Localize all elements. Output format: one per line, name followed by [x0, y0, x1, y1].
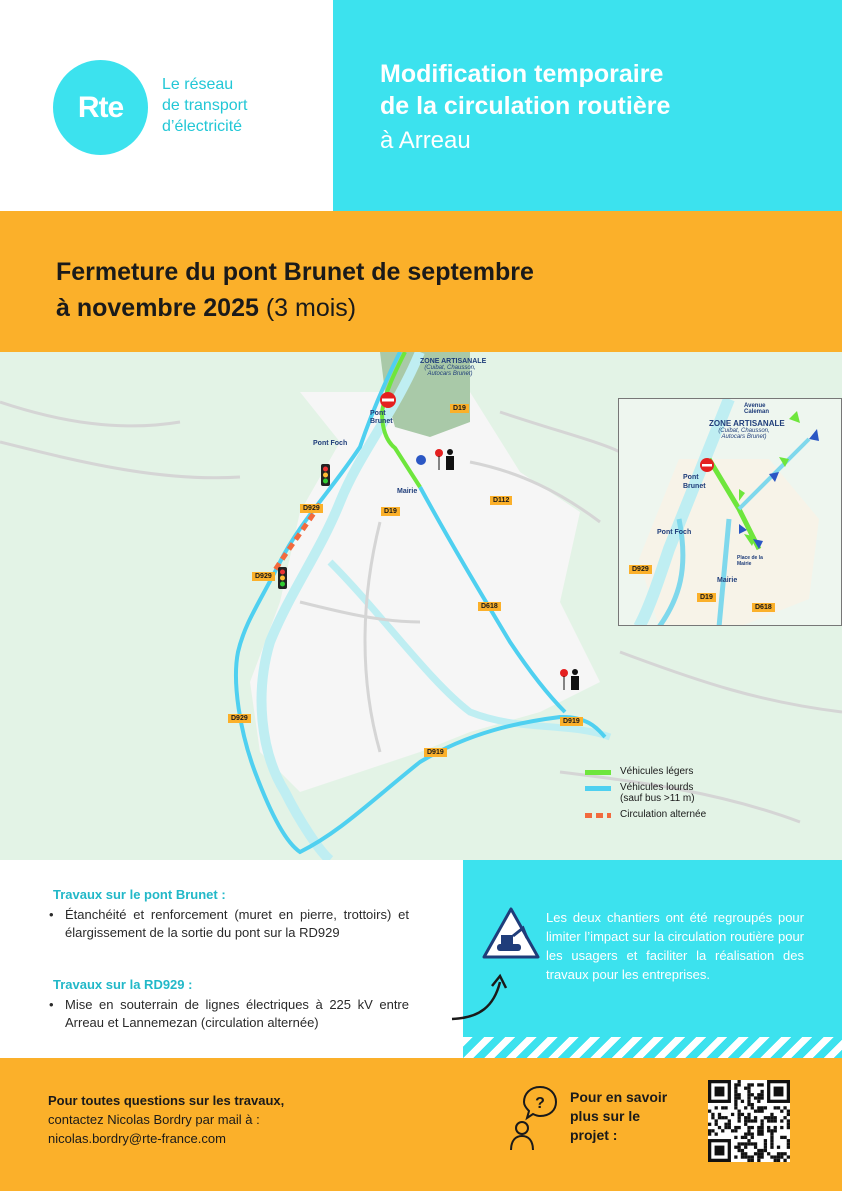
svg-text:?: ?	[535, 1095, 545, 1112]
inset-pont-foch: Pont Foch	[657, 529, 692, 536]
road-d929-label-3: D929	[228, 714, 251, 723]
traffic-light-icon-2	[278, 567, 287, 589]
works-heading-rd929: Travaux sur la RD929 :	[53, 977, 193, 992]
no-parking-icon	[416, 455, 426, 465]
logo-line-1: Le réseau	[162, 76, 234, 93]
inset-road-d19: D19	[697, 593, 716, 602]
closure-headline	[56, 254, 534, 326]
page-title	[380, 58, 670, 122]
road-d19-label-2: D19	[381, 507, 400, 516]
header-logo-panel	[0, 0, 333, 211]
inset-map	[618, 398, 842, 626]
closure-band	[0, 211, 842, 352]
info-panel	[463, 860, 842, 1058]
legend-light-vehicles: Véhicules légers	[585, 766, 706, 777]
page-subtitle: à Arreau	[380, 127, 471, 154]
detour-map	[0, 352, 842, 860]
road-d112-label: D112	[490, 496, 512, 505]
works-item-rd929: • Mise en souterrain de lignes électriques à 225 kV entre Arreau et Lannemezan (circulation alternée)	[49, 996, 409, 1032]
traffic-light-icon	[321, 464, 330, 486]
logo-line-2: de transport	[162, 97, 248, 114]
contact-block	[48, 1091, 284, 1148]
qr-code[interactable]	[708, 1080, 790, 1162]
no-entry-sign-icon	[380, 392, 396, 408]
rte-logo-text	[162, 74, 247, 137]
inset-road-d618: D618	[752, 603, 775, 612]
closure-duration: (3 mois)	[258, 294, 357, 322]
road-d929-label-2: D929	[252, 572, 275, 581]
urban-area	[250, 392, 600, 792]
curved-arrow-icon	[450, 972, 510, 1022]
excavator-warning-icon	[481, 906, 541, 962]
works-section	[0, 860, 463, 1058]
closure-line-1: Fermeture du pont Brunet de septembre	[56, 258, 534, 286]
mairie-label: Mairie	[397, 488, 418, 495]
map-legend	[585, 766, 706, 825]
works-heading-bridge: Travaux sur le pont Brunet :	[53, 887, 226, 902]
closure-dates: à novembre 2025	[56, 294, 259, 322]
inset-zone-label: ZONE ARTISANALE (Cuibat, Chausson, Autocars Brunet)	[709, 419, 785, 440]
legend-heavy-swatch	[585, 786, 611, 791]
decorative-stripes	[463, 1037, 842, 1058]
logo-line-3: d’électricité	[162, 118, 243, 135]
more-info-label: Pour en savoir plus sur le projet :	[570, 1089, 668, 1143]
road-d919-label-2: D919	[424, 748, 447, 757]
inset-mairie: Mairie	[717, 577, 738, 584]
inset-place-mairie: Place de la Mairie	[737, 555, 763, 567]
legend-alternate-swatch	[585, 813, 611, 818]
header-title-panel	[333, 0, 842, 211]
title-line-1: Modification temporaire	[380, 60, 664, 88]
rte-logo: Rte	[53, 60, 148, 155]
pont-foch-label: Pont Foch	[313, 440, 348, 447]
inset-avenue-caleman: Avenue Caleman	[744, 403, 770, 415]
road-d929-label: D929	[300, 504, 323, 513]
pont-brunet-label: Pont Brunet	[370, 410, 393, 425]
works-list-bridge	[49, 906, 409, 942]
works-list-rd929	[49, 996, 409, 1032]
footer	[0, 1058, 842, 1191]
contact-line: contactez Nicolas Bordry par mail à :	[48, 1112, 260, 1127]
road-d618-label: D618	[478, 602, 501, 611]
zone-artisanale-label: ZONE ARTISANALE (Cuibat, Chausson, Autocars Brunet)	[420, 358, 487, 377]
legend-light-swatch	[585, 770, 611, 775]
info-text: Les deux chantiers ont été regroupés pour limiter l’impact sur la circulation routière pour les usagers et faciliter la réalisation des travaux pour les entreprises.	[546, 910, 804, 982]
question-person-icon	[508, 1084, 558, 1154]
works-item-bridge: • Étanchéité et renforcement (muret en pierre, trottoirs) et élargissement de la sortie du pont sur la RD929	[49, 906, 409, 942]
road-d19-label: D19	[450, 404, 469, 413]
legend-alternate-traffic: Circulation alternée	[585, 809, 706, 820]
title-line-2: de la circulation routière	[380, 92, 671, 120]
contact-email-link[interactable]: nicolas.bordry@rte-france.com	[48, 1131, 226, 1146]
road-d919-label: D919	[560, 717, 583, 726]
legend-heavy-vehicles: Véhicules lourds (sauf bus >11 m)	[585, 782, 706, 804]
inset-road-d929: D929	[629, 565, 652, 574]
contact-heading: Pour toutes questions sur les travaux,	[48, 1093, 285, 1108]
inset-pont-brunet: Pont Brunet	[683, 474, 706, 490]
